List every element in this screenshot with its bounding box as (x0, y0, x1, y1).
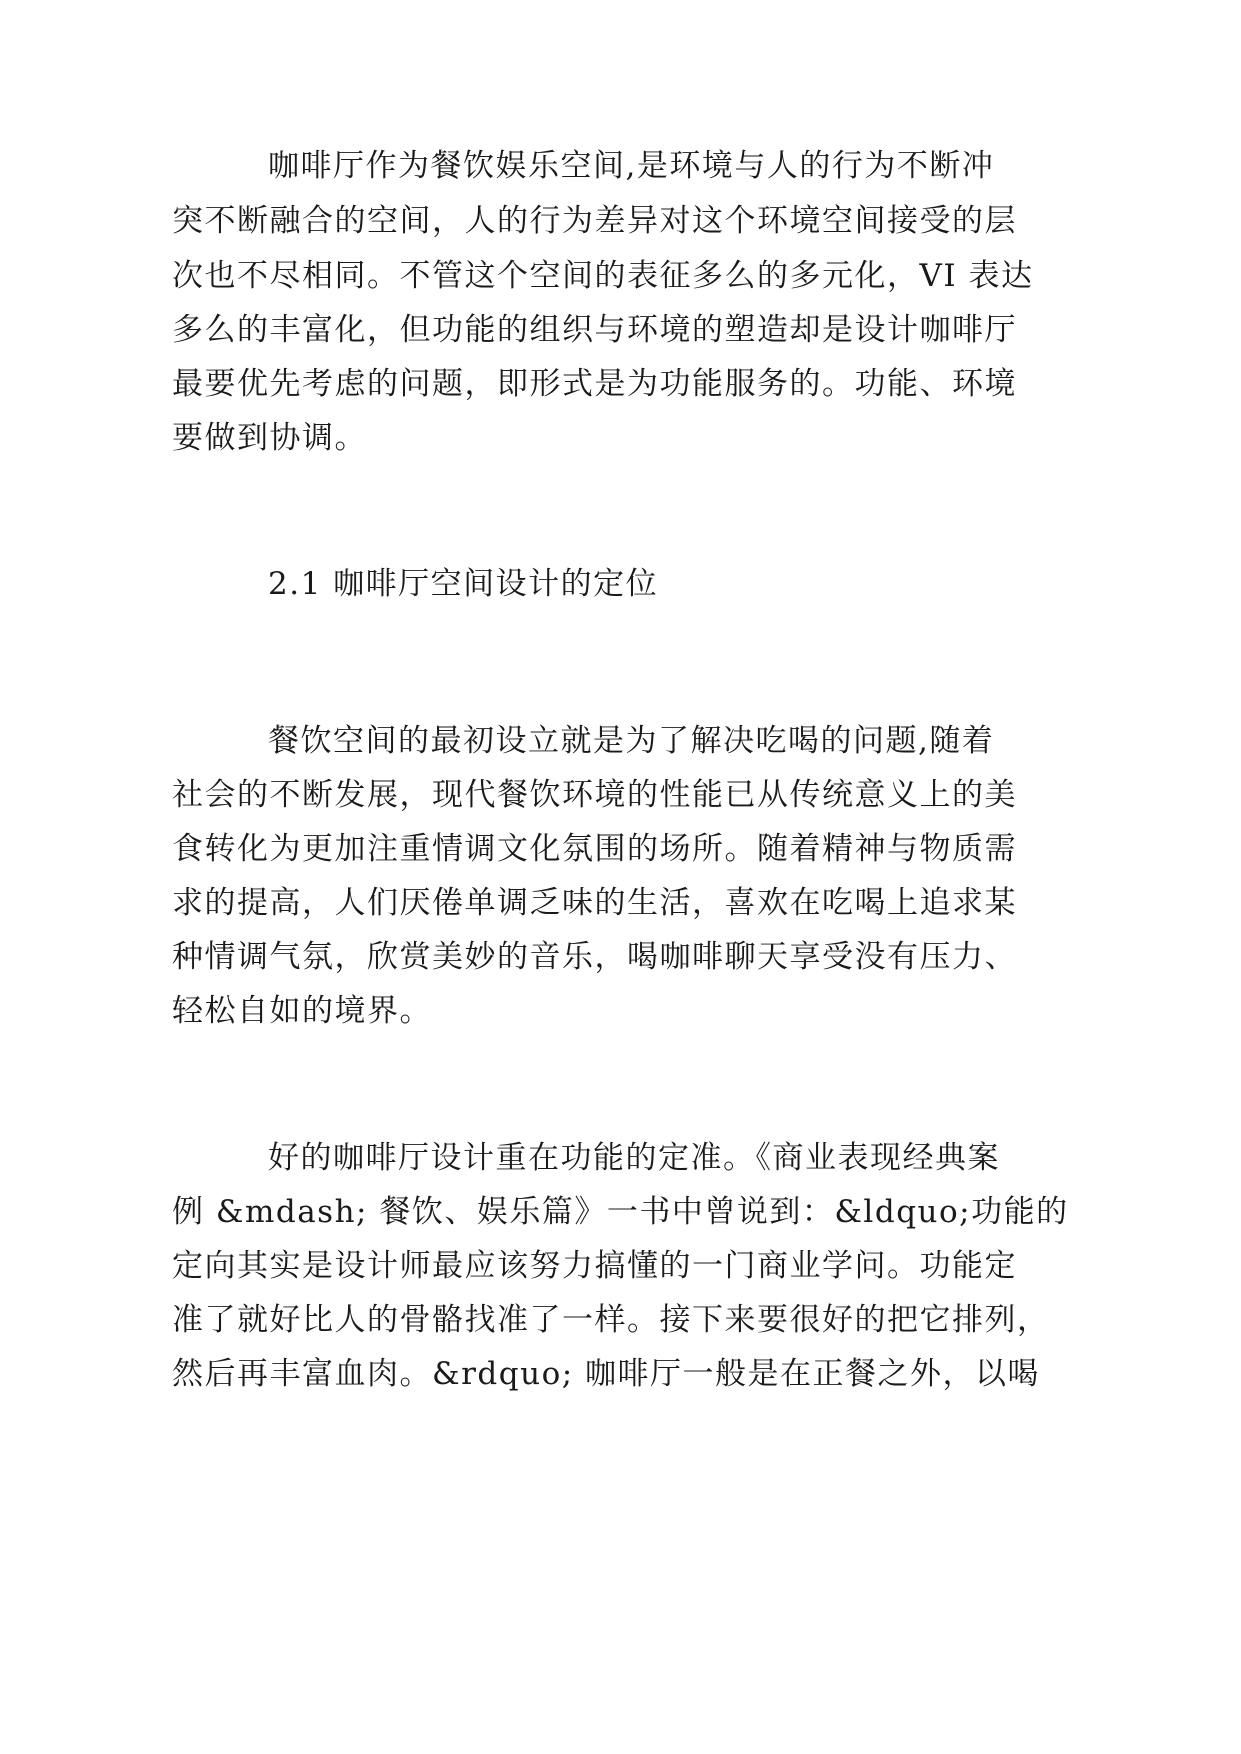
paragraph-line: 轻松自如的境界。 (172, 993, 432, 1029)
paragraph-line: 突不断融合的空间，人的行为差异对这个环境空间接受的层 (172, 203, 1017, 239)
paragraph-line: 多么的丰富化，但功能的组织与环境的塑造却是设计咖啡厅 (172, 312, 1017, 348)
paragraph-line: 食转化为更加注重情调文化氛围的场所。随着精神与物质需 (172, 831, 1017, 867)
paragraph-line: 要做到协调。 (172, 420, 367, 456)
paragraph-line: 次也不尽相同。不管这个空间的表征多么的多元化，VI 表达 (172, 258, 1034, 294)
paragraph-line: 最要优先考虑的问题，即形式是为功能服务的。功能、环境 (172, 366, 1017, 402)
paragraph-line: 求的提高，人们厌倦单调乏味的生活，喜欢在吃喝上追求某 (172, 885, 1017, 921)
section-heading: 2.1 咖啡厅空间设计的定位 (268, 566, 659, 602)
paragraph-line: 好的咖啡厅设计重在功能的定准。《商业表现经典案 (268, 1140, 1000, 1176)
paragraph-line: 咖啡厅作为餐饮娱乐空间,是环境与人的行为不断冲 (268, 148, 995, 184)
paragraph-line: 社会的不断发展，现代餐饮环境的性能已从传统意义上的美 (172, 777, 1017, 813)
paragraph-line: 准了就好比人的骨骼找准了一样。接下来要很好的把它排列， (172, 1302, 1050, 1338)
paragraph-line: 然后再丰富血肉。&rdquo; 咖啡厅一般是在正餐之外，以喝 (172, 1356, 1041, 1392)
paragraph-line: 定向其实是设计师最应该努力搞懂的一门商业学问。功能定 (172, 1248, 1017, 1284)
paragraph-line: 例 &mdash; 餐饮、娱乐篇》一书中曾说到：&ldquo;功能的 (172, 1194, 1069, 1230)
paragraph-line: 种情调气氛，欣赏美妙的音乐，喝咖啡聊天享受没有压力、 (172, 939, 1017, 975)
paragraph-line: 餐饮空间的最初设立就是为了解决吃喝的问题,随着 (268, 723, 995, 759)
